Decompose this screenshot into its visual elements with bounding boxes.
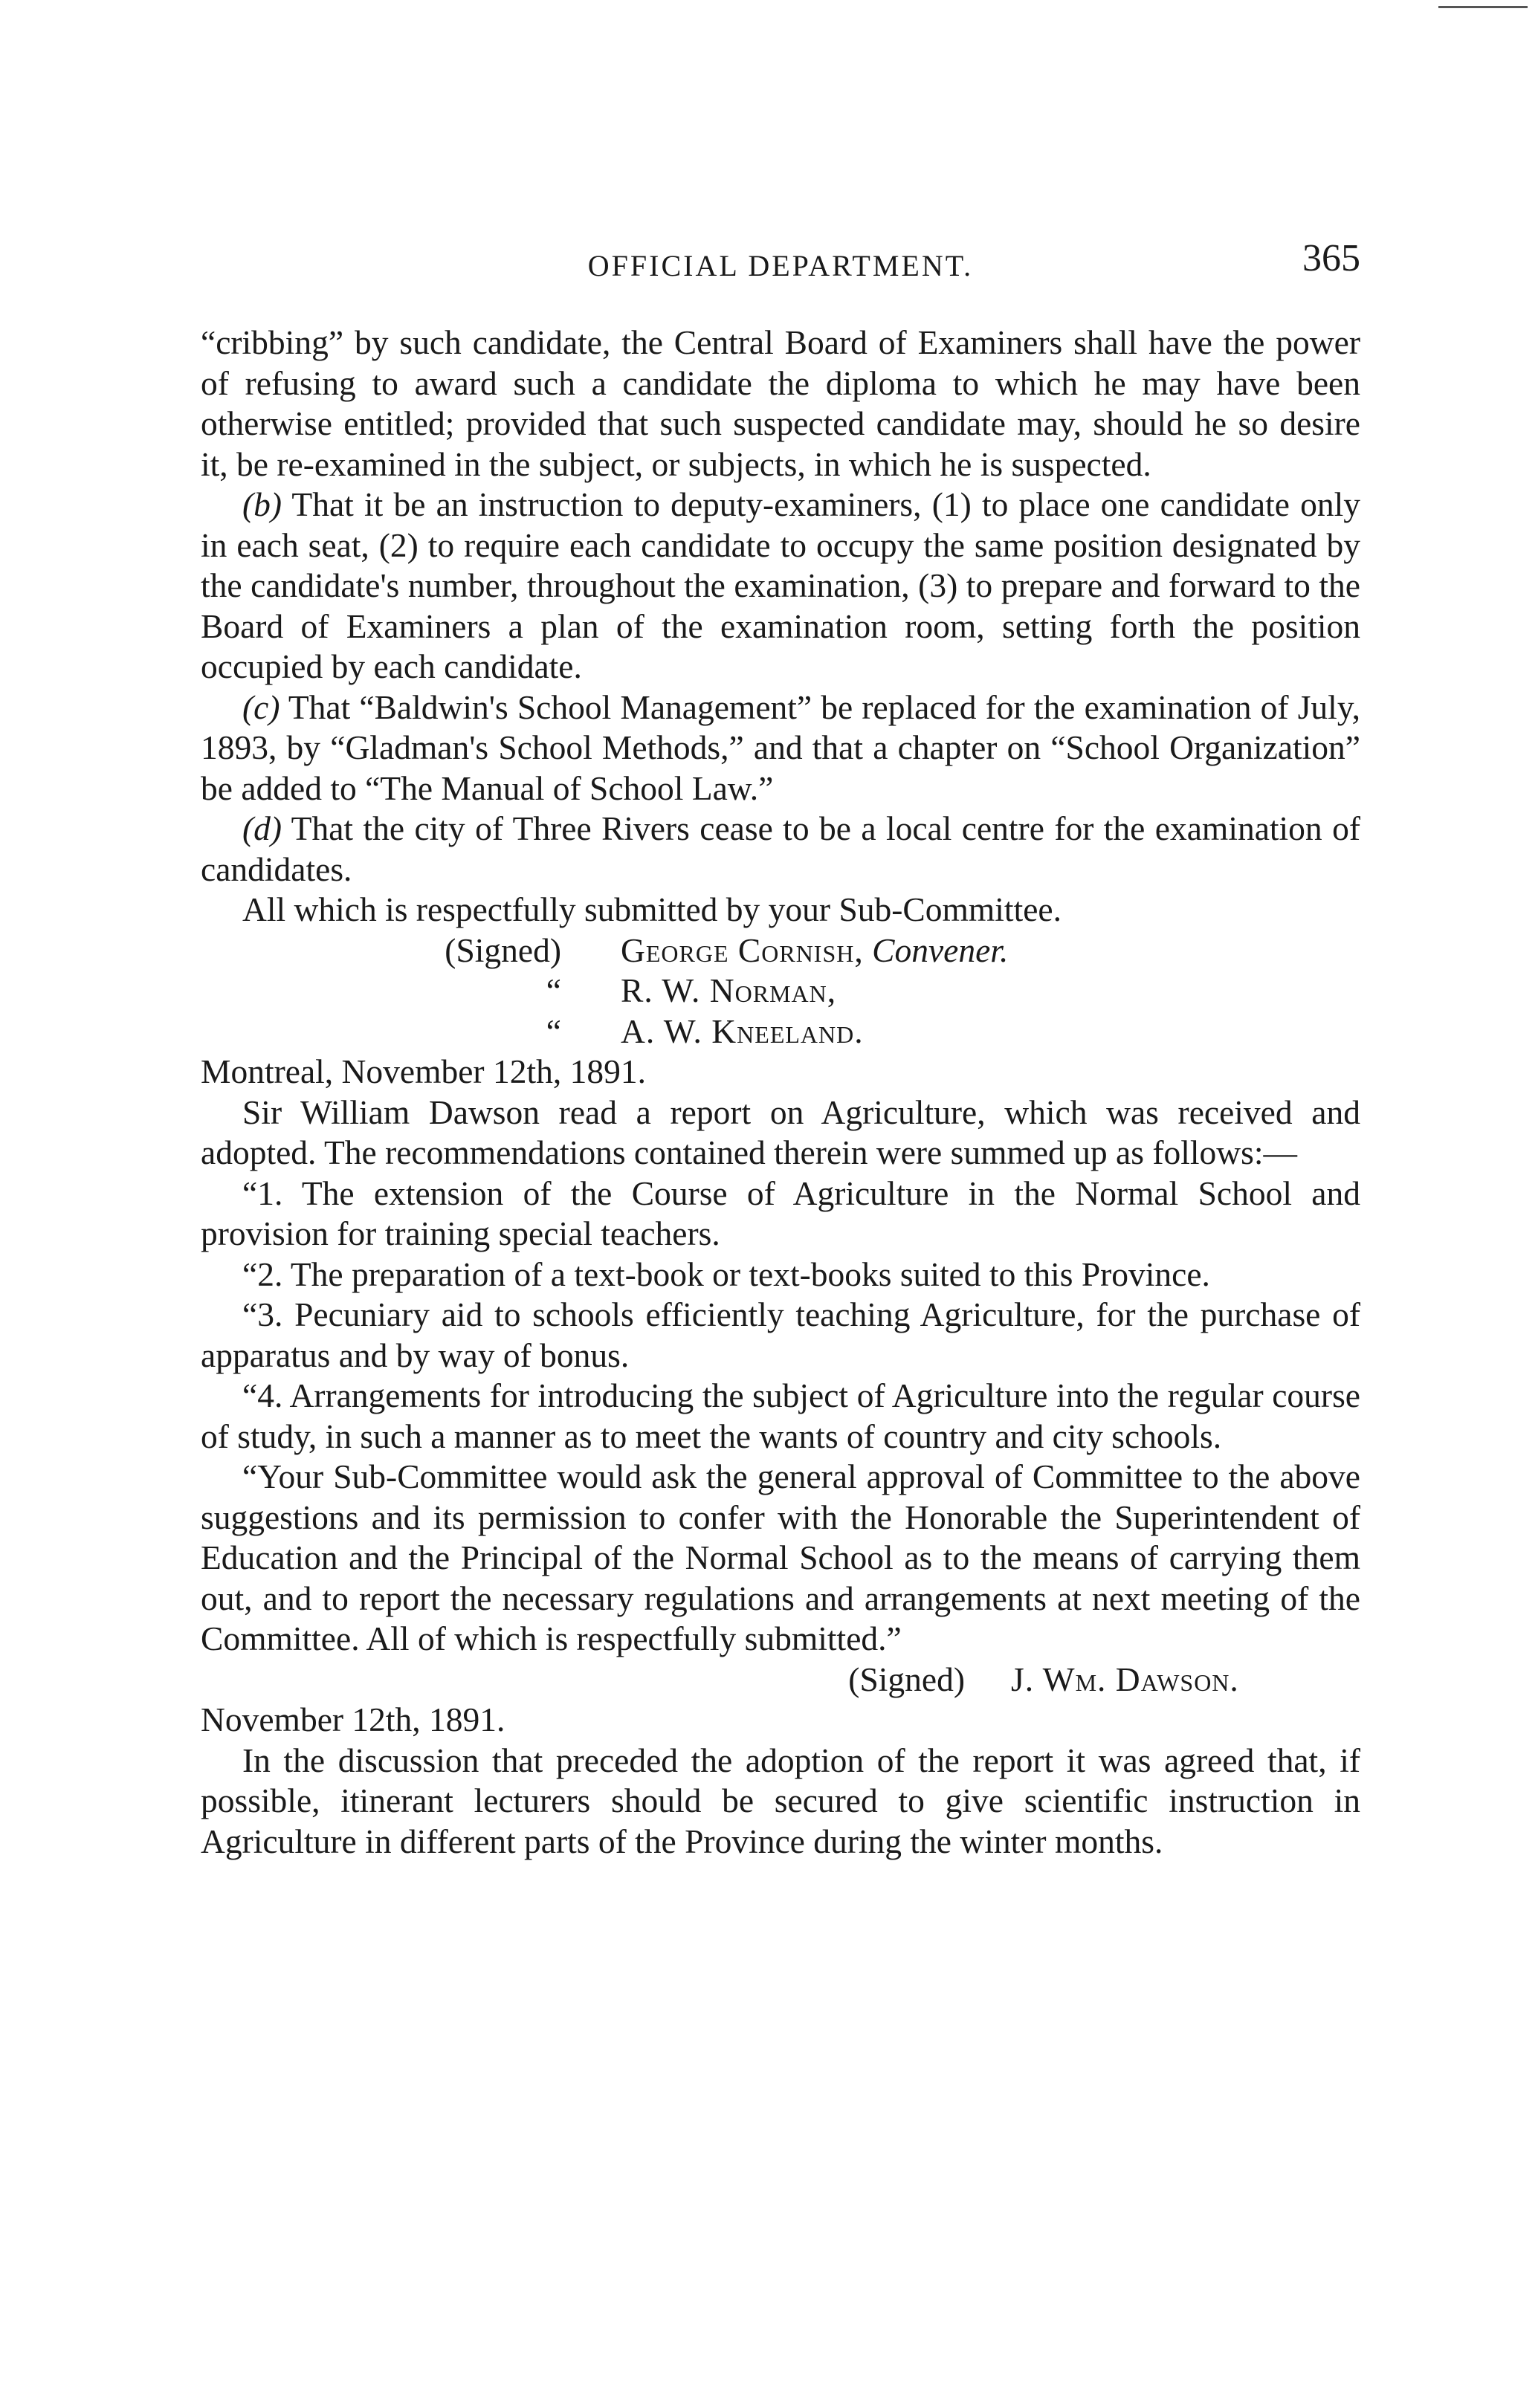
clause-b-text: That it be an instruction to deputy-examiners, (1) to place one candidate only in each seat, (2) to require each candidate to occupy the same position designated by the candidate's number, throughout the examination, (3) to prepare and forward to the Board of Examiners a plan of the examination room, setting forth the position occupied by each candidate.: [201, 485, 1360, 685]
place-date-montreal: Montreal, November 12th, 1891.: [201, 1052, 646, 1090]
clause-d-label: (d): [242, 809, 282, 847]
clause-c: [201, 687, 1360, 809]
signatory-name: R. W. Norman,: [621, 971, 837, 1009]
closing-paragraph: In the discussion that preceded the adoption of the report it was agreed that, if possible, itinerant lecturers should be secured to give scientific instruction in Agriculture in different parts of the Province during the winter months.: [201, 1741, 1360, 1860]
clause-c-text: That “Baldwin's School Management” be replaced for the examination of July, 1893, by “Gladman's School Methods,” and that a chapter on “School Organization” be added to “The Manual of School Law.”: [201, 687, 1360, 807]
signature-dawson: [201, 1660, 1360, 1700]
signature-label: (Signed): [445, 930, 561, 969]
signatory-name: George Cornish,: [621, 930, 864, 969]
agriculture-item-1: “1. The extension of the Course of Agriculture in the Normal School and provision for training special teachers.: [201, 1174, 1360, 1252]
paragraph-cribbing: “cribbing” by such candidate, the Central Board of Examiners shall have the power of refusing to award such a candidate the diploma to which he may have been otherwise entitled; provided that such suspected candidate may, should he so desire it, be re-examined in the subject, or subjects, in which he is suspected.: [201, 323, 1360, 483]
clause-d-text: That the city of Three Rivers cease to be a local centre for the examination of candidates.: [201, 809, 1360, 888]
agriculture-subcommittee-request: “Your Sub-Committee would ask the general approval of Committee to the above suggestions and its permission to confer with the Honorable the Superintendent of Education and the Principal of the Normal School as to the means of carrying them out, and to report the necessary regulations and arrangements at next meeting of the Committee. All of which is respectfully submitted.”: [201, 1457, 1360, 1657]
document-page: [201, 236, 1360, 1862]
clause-d: [201, 809, 1360, 890]
clause-c-label: (c): [242, 687, 280, 726]
agriculture-item-4: “4. Arrangements for introducing the subject of Agriculture into the regular course of study, in such a manner as to meet the wants of country and city schools.: [201, 1376, 1360, 1455]
signature-entry: [621, 930, 1008, 971]
signatory-role: Convener.: [872, 930, 1009, 969]
running-title: OFFICIAL DEPARTMENT.: [587, 249, 974, 282]
signature-row: [201, 930, 1360, 971]
signature-row: [201, 1012, 1360, 1052]
agriculture-item-2: “2. The preparation of a text-book or text-books suited to this Province.: [242, 1255, 1210, 1293]
signature-block-subcommittee: [201, 930, 1360, 1052]
agriculture-item-3: “3. Pecuniary aid to schools efficiently teaching Agriculture, for the purchase of apparatus and by way of bonus.: [201, 1295, 1360, 1374]
clause-b-label: (b): [242, 485, 282, 523]
place-date-november: November 12th, 1891.: [201, 1700, 505, 1738]
scan-edge-mark: [1438, 6, 1528, 8]
ditto-mark: “: [546, 971, 561, 1009]
body-text: [201, 323, 1360, 1862]
agriculture-intro: Sir William Dawson read a report on Agriculture, which was received and adopted. The recommendations contained therein were summed up as follows:—: [201, 1093, 1360, 1171]
signatory-name: J. Wm. Dawson.: [1011, 1660, 1239, 1698]
signature-row: [201, 971, 1360, 1012]
submitted-line: All which is respectfully submitted by your Sub-Committee.: [242, 890, 1062, 928]
signatory-name: A. W. Kneeland.: [621, 1012, 864, 1050]
clause-b: [201, 485, 1360, 687]
signature-label: (Signed): [848, 1660, 965, 1698]
running-head: [201, 236, 1360, 288]
ditto-mark: “: [546, 1012, 561, 1050]
page-number: 365: [1302, 237, 1360, 279]
